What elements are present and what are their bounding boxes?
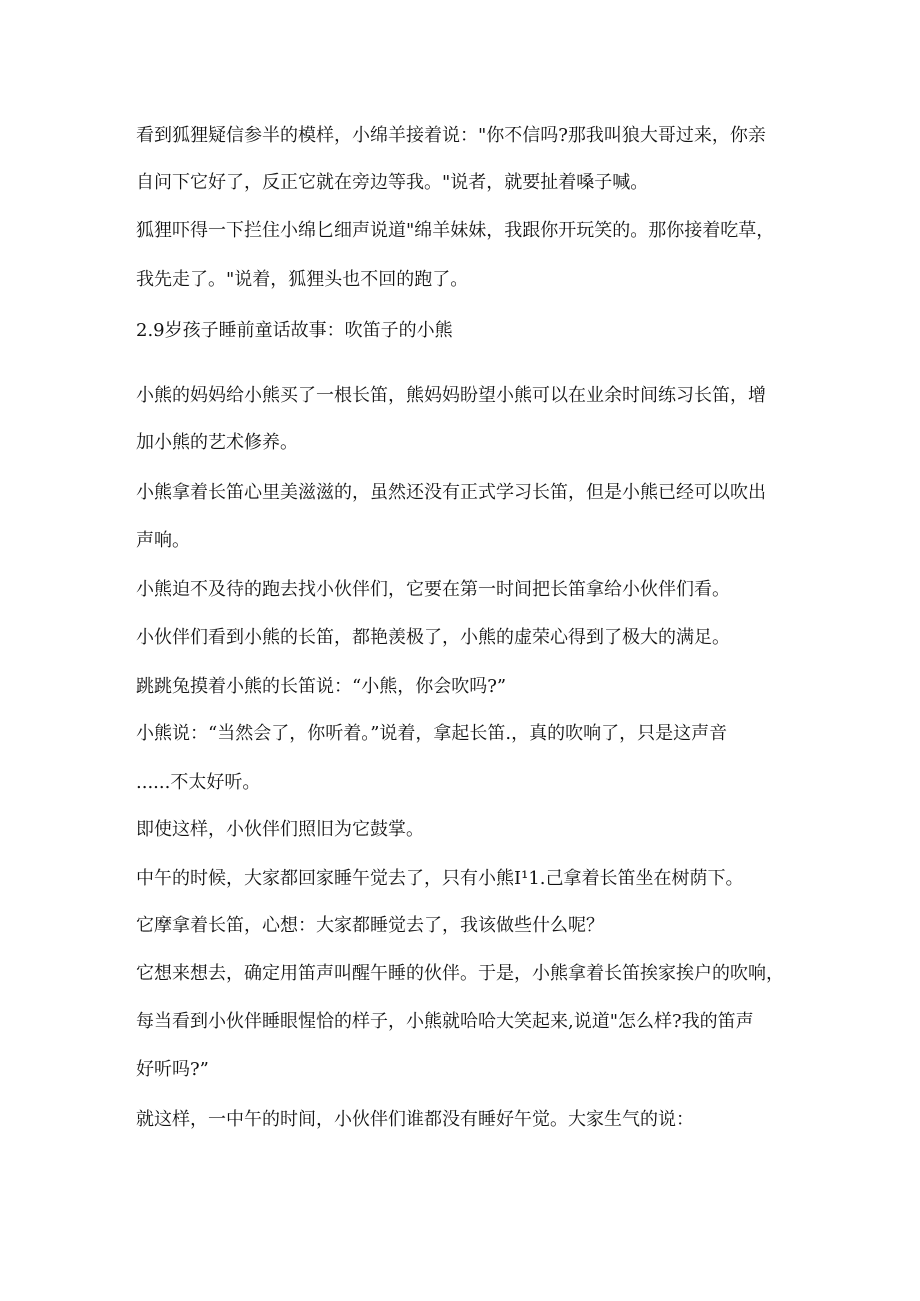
paragraph-line: 小熊拿着长笛心里美滋滋的，虽然还没有正式学习长笛，但是小熊已经可以吹出 <box>136 482 766 503</box>
paragraph-line: 狐狸吓得一下拦住小绵匕细声说道"绵羊妹妹，我跟你开玩笑的。那你接着吃草， <box>136 220 775 241</box>
paragraph-line: 看到狐狸疑信参半的模样，小绵羊接着说："你不信吗?那我叫狼大哥过来，你亲 <box>136 125 766 146</box>
paragraph-line: 加小熊的艺术修养。 <box>136 432 298 453</box>
paragraph-line: 它想来想去，确定用笛声叫醒午睡的伙伴。于是，小熊拿着长笛挨家挨户的吹响， <box>136 963 784 984</box>
paragraph-line: 中午的时候，大家都回家睡午觉去了，只有小熊I¹1.己拿着长笛坐在树荫下。 <box>136 868 744 889</box>
paragraph-line: 小熊的妈妈给小熊买了一根长笛，熊妈妈盼望小熊可以在业余时间练习长笛，增 <box>136 385 766 406</box>
paragraph-line: 它摩拿着长笛，心想：大家都睡觉去了，我该做些什么呢？ <box>136 915 604 936</box>
paragraph-line: 小伙伴们看到小熊的长笛，都艳羡极了，小熊的虚荣心得到了极大的满足。 <box>136 627 730 648</box>
paragraph-line: 每当看到小伙伴睡眼惺恰的样子，小熊就哈哈大笑起来,说道"怎么样?我的笛声 <box>136 1011 754 1032</box>
paragraph-line: 小熊迫不及待的跑去找小伙伴们，它要在第一时间把长笛拿给小伙伴们看。 <box>136 579 730 600</box>
paragraph-line: 自问下它好了，反正它就在旁边等我。"说者，就要扯着嗓子喊。 <box>136 172 649 193</box>
paragraph-line: 我先走了。"说着，狐狸头也不回的跑了。 <box>136 269 469 290</box>
paragraph-line: 好听吗?” <box>136 1059 209 1080</box>
paragraph-line: 就这样，一中午的时间，小伙伴们谁都没有睡好午觉。大家生气的说： <box>136 1109 694 1130</box>
section-heading: 2.9岁孩子睡前童话故事：吹笛子的小熊 <box>136 320 453 341</box>
paragraph-line: 声响。 <box>136 530 190 551</box>
paragraph-line: 小熊说：“当然会了，你听着。”说着，拿起长笛.，真的吹响了，只是这声音 <box>136 723 728 744</box>
paragraph-line: 跳跳兔摸着小熊的长笛说：“小熊，你会吹吗?” <box>136 676 507 697</box>
paragraph-line: ......不太好听。 <box>136 772 261 793</box>
paragraph-line: 即使这样，小伙伴们照旧为它鼓掌。 <box>136 819 424 840</box>
